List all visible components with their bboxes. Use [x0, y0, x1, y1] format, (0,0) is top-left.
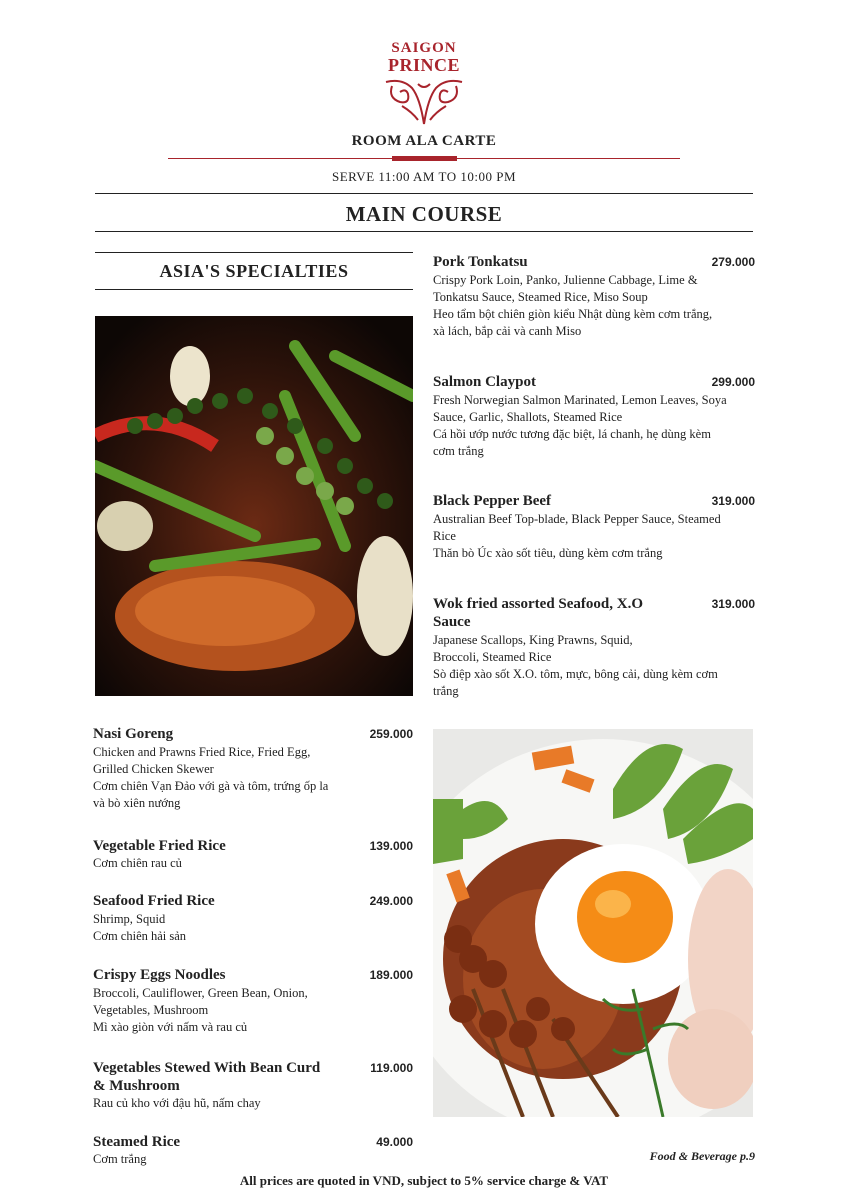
item-description-vn: Cá hồi ướp nước tương đặc biệt, lá chanh, hẹ dùng kèm cơm trắng	[433, 427, 711, 458]
item-name: Seafood Fried Rice	[93, 893, 215, 909]
menu-item	[93, 1059, 413, 1112]
item-description-vn: Cơm chiên rau củ	[93, 856, 182, 870]
section-top-rule	[95, 252, 413, 253]
menu-item	[433, 492, 755, 562]
main-title-top-rule	[95, 193, 753, 194]
section-bottom-rule	[95, 289, 413, 290]
item-name: Steamed Rice	[93, 1134, 181, 1150]
nasi-goreng-photo	[433, 729, 753, 1117]
item-description: Crispy Pork Loin, Panko, Julienne Cabbage, Lime & Tonkatsu Sauce, Steamed Rice, Miso Soup	[433, 273, 698, 304]
item-name: Salmon Claypot	[433, 374, 536, 390]
menu-item	[433, 253, 755, 340]
item-description: Australian Beef Top-blade, Black Pepper Sauce, Steamed Rice	[433, 512, 721, 543]
item-price: 119.000	[370, 1061, 413, 1075]
item-price: 139.000	[369, 839, 413, 853]
item-price: 299.000	[711, 375, 755, 389]
item-price: 319.000	[711, 597, 755, 611]
page-number: Food & Beverage p.9	[649, 1149, 755, 1163]
item-name: Crispy Eggs Noodles	[93, 967, 226, 983]
item-description-vn: Thăn bò Úc xào sốt tiêu, dùng kèm cơm trắng	[433, 546, 663, 560]
section-title: ASIA'S SPECIALTIES	[159, 261, 349, 281]
menu-item	[93, 892, 413, 945]
subtitle-divider-accent	[392, 156, 457, 161]
item-description: Shrimp, Squid	[93, 912, 166, 926]
item-price: 249.000	[369, 894, 413, 908]
page-subtitle: ROOM ALA CARTE	[351, 133, 497, 149]
serve-hours: SERVE 11:00 AM TO 10:00 PM	[332, 169, 516, 184]
item-description: Japanese Scallops, King Prawns, Squid, Broccoli, Steamed Rice	[433, 633, 633, 664]
item-name: Pork Tonkatsu	[433, 254, 528, 270]
price-note: All prices are quoted in VND, subject to 5% service charge & VAT	[239, 1173, 609, 1188]
brand-logo	[374, 40, 474, 128]
item-description-vn: Rau củ kho với đậu hũ, nấm chay	[93, 1096, 261, 1110]
item-description-vn: Cơm trắng	[93, 1152, 147, 1166]
item-description-vn: Cơm chiên hải sản	[93, 929, 187, 943]
ornament-logo-icon	[382, 76, 466, 128]
menu-item	[433, 595, 755, 700]
claypot-photo	[95, 316, 413, 696]
page-title: MAIN COURSE	[345, 202, 503, 226]
item-price: 259.000	[369, 727, 413, 741]
item-description: Chicken and Prawns Fried Rice, Fried Egg, Grilled Chicken Skewer	[93, 745, 311, 776]
item-price: 189.000	[369, 968, 413, 982]
item-name: Nasi Goreng	[93, 726, 174, 742]
item-name: Black Pepper Beef	[433, 493, 552, 509]
item-name: Vegetables Stewed With Bean Curd & Mushroom	[93, 1060, 321, 1094]
menu-item	[93, 837, 413, 872]
menu-item	[93, 725, 413, 812]
item-description: Broccoli, Cauliflower, Green Bean, Onion, Vegetables, Mushroom	[93, 986, 308, 1017]
item-description-vn: Sò điệp xào sốt X.O. tôm, mực, bông cải, dùng kèm cơm trắng	[433, 667, 718, 698]
main-title-bottom-rule	[95, 231, 753, 232]
menu-item	[93, 1133, 413, 1168]
item-description-vn: Heo tẩm bột chiên giòn kiểu Nhật dùng kèm cơm trắng, xà lách, bắp cải và canh Miso	[433, 307, 713, 338]
brand-line2: PRINCE	[387, 55, 460, 75]
item-price: 49.000	[376, 1135, 413, 1149]
item-price: 279.000	[711, 255, 755, 269]
item-description-vn: Mì xào giòn với nấm và rau củ	[93, 1020, 248, 1034]
item-name: Wok fried assorted Seafood, X.O Sauce	[433, 596, 643, 630]
brand-line1: SAIGON	[391, 40, 457, 56]
item-name: Vegetable Fried Rice	[93, 838, 226, 854]
menu-item	[93, 966, 413, 1036]
menu-item	[433, 373, 755, 460]
item-description: Fresh Norwegian Salmon Marinated, Lemon Leaves, Soya Sauce, Garlic, Shallots, Steamed Rice	[433, 393, 727, 424]
item-description-vn: Cơm chiên Vạn Đảo với gà và tôm, trứng ốp la và bò xiên nướng	[93, 779, 329, 810]
item-price: 319.000	[711, 494, 755, 508]
